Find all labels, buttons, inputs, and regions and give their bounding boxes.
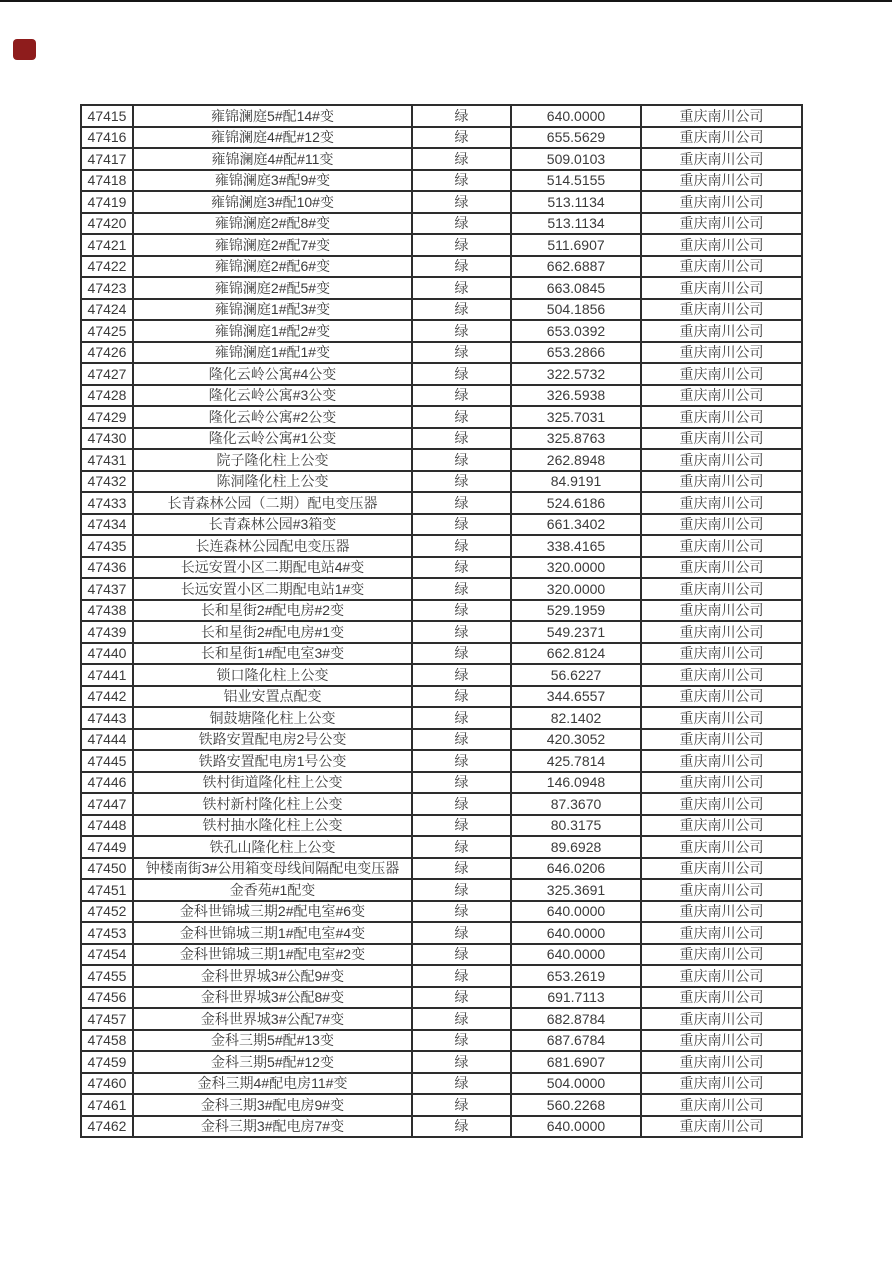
device-name-cell: 长和星街2#配电房#2变 (133, 600, 412, 622)
device-name-cell: 铁村街道隆化柱上公变 (133, 772, 412, 794)
capacity-value-cell: 640.0000 (511, 1116, 641, 1138)
device-name-cell: 雍锦澜庭1#配1#变 (133, 342, 412, 364)
transformer-data-table (80, 104, 803, 1138)
status-cell: 绿 (412, 299, 511, 321)
company-cell: 重庆南川公司 (641, 363, 802, 385)
table-row (81, 965, 802, 987)
row-id-cell: 47428 (81, 385, 133, 407)
company-cell: 重庆南川公司 (641, 449, 802, 471)
device-name-cell: 金科世锦城三期1#配电室#2变 (133, 944, 412, 966)
device-name-cell: 锁口隆化柱上公变 (133, 664, 412, 686)
device-name-cell: 铁孔山隆化柱上公变 (133, 836, 412, 858)
row-id-cell: 47444 (81, 729, 133, 751)
status-cell: 绿 (412, 105, 511, 127)
device-name-cell: 雍锦澜庭5#配14#变 (133, 105, 412, 127)
table-row (81, 729, 802, 751)
device-name-cell: 金科三期5#配#13变 (133, 1030, 412, 1052)
row-id-cell: 47420 (81, 213, 133, 235)
capacity-value-cell: 640.0000 (511, 901, 641, 923)
table-row (81, 449, 802, 471)
status-cell: 绿 (412, 148, 511, 170)
capacity-value-cell: 320.0000 (511, 557, 641, 579)
company-cell: 重庆南川公司 (641, 793, 802, 815)
table-row (81, 385, 802, 407)
table-row (81, 901, 802, 923)
company-cell: 重庆南川公司 (641, 471, 802, 493)
row-id-cell: 47452 (81, 901, 133, 923)
capacity-value-cell: 513.1134 (511, 213, 641, 235)
row-id-cell: 47415 (81, 105, 133, 127)
capacity-value-cell: 326.5938 (511, 385, 641, 407)
device-name-cell: 长远安置小区二期配电站4#变 (133, 557, 412, 579)
capacity-value-cell: 682.8784 (511, 1008, 641, 1030)
device-name-cell: 铜鼓塘隆化柱上公变 (133, 707, 412, 729)
row-id-cell: 47427 (81, 363, 133, 385)
device-name-cell: 隆化云岭公寓#2公变 (133, 406, 412, 428)
row-id-cell: 47424 (81, 299, 133, 321)
table-row (81, 815, 802, 837)
status-cell: 绿 (412, 1051, 511, 1073)
device-name-cell: 金科世锦城三期1#配电室#4变 (133, 922, 412, 944)
company-cell: 重庆南川公司 (641, 750, 802, 772)
capacity-value-cell: 56.6227 (511, 664, 641, 686)
row-id-cell: 47459 (81, 1051, 133, 1073)
capacity-value-cell: 322.5732 (511, 363, 641, 385)
company-cell: 重庆南川公司 (641, 578, 802, 600)
status-cell: 绿 (412, 1094, 511, 1116)
status-cell: 绿 (412, 277, 511, 299)
capacity-value-cell: 89.6928 (511, 836, 641, 858)
device-name-cell: 长青森林公园（二期）配电变压器 (133, 492, 412, 514)
status-cell: 绿 (412, 793, 511, 815)
status-cell: 绿 (412, 772, 511, 794)
capacity-value-cell: 425.7814 (511, 750, 641, 772)
row-id-cell: 47430 (81, 428, 133, 450)
capacity-value-cell: 640.0000 (511, 922, 641, 944)
table-row (81, 643, 802, 665)
company-cell: 重庆南川公司 (641, 299, 802, 321)
company-cell: 重庆南川公司 (641, 277, 802, 299)
capacity-value-cell: 529.1959 (511, 600, 641, 622)
row-id-cell: 47447 (81, 793, 133, 815)
device-name-cell: 雍锦澜庭1#配3#变 (133, 299, 412, 321)
device-name-cell: 雍锦澜庭4#配#11变 (133, 148, 412, 170)
capacity-value-cell: 509.0103 (511, 148, 641, 170)
row-id-cell: 47445 (81, 750, 133, 772)
status-cell: 绿 (412, 428, 511, 450)
table-row (81, 879, 802, 901)
status-cell: 绿 (412, 707, 511, 729)
status-cell: 绿 (412, 879, 511, 901)
capacity-value-cell: 338.4165 (511, 535, 641, 557)
capacity-value-cell: 80.3175 (511, 815, 641, 837)
status-cell: 绿 (412, 363, 511, 385)
company-cell: 重庆南川公司 (641, 965, 802, 987)
device-name-cell: 隆化云岭公寓#3公变 (133, 385, 412, 407)
row-id-cell: 47449 (81, 836, 133, 858)
red-marker-icon (13, 39, 36, 60)
company-cell: 重庆南川公司 (641, 320, 802, 342)
company-cell: 重庆南川公司 (641, 514, 802, 536)
device-name-cell: 金科世锦城三期2#配电室#6变 (133, 901, 412, 923)
row-id-cell: 47461 (81, 1094, 133, 1116)
status-cell: 绿 (412, 858, 511, 880)
row-id-cell: 47456 (81, 987, 133, 1009)
status-cell: 绿 (412, 406, 511, 428)
status-cell: 绿 (412, 557, 511, 579)
device-name-cell: 雍锦澜庭3#配10#变 (133, 191, 412, 213)
device-name-cell: 长连森林公园配电变压器 (133, 535, 412, 557)
table-row (81, 1008, 802, 1030)
status-cell: 绿 (412, 600, 511, 622)
table-row (81, 772, 802, 794)
company-cell: 重庆南川公司 (641, 944, 802, 966)
device-name-cell: 陈洞隆化柱上公变 (133, 471, 412, 493)
table-row (81, 406, 802, 428)
device-name-cell: 金科三期4#配电房11#变 (133, 1073, 412, 1095)
table-row (81, 127, 802, 149)
table-row (81, 707, 802, 729)
row-id-cell: 47446 (81, 772, 133, 794)
table-row (81, 836, 802, 858)
capacity-value-cell: 320.0000 (511, 578, 641, 600)
capacity-value-cell: 662.6887 (511, 256, 641, 278)
status-cell: 绿 (412, 535, 511, 557)
table-row (81, 342, 802, 364)
capacity-value-cell: 560.2268 (511, 1094, 641, 1116)
device-name-cell: 雍锦澜庭4#配#12变 (133, 127, 412, 149)
table-row (81, 277, 802, 299)
device-name-cell: 铁路安置配电房2号公变 (133, 729, 412, 751)
row-id-cell: 47438 (81, 600, 133, 622)
company-cell: 重庆南川公司 (641, 600, 802, 622)
status-cell: 绿 (412, 836, 511, 858)
row-id-cell: 47417 (81, 148, 133, 170)
row-id-cell: 47434 (81, 514, 133, 536)
row-id-cell: 47431 (81, 449, 133, 471)
status-cell: 绿 (412, 320, 511, 342)
company-cell: 重庆南川公司 (641, 987, 802, 1009)
capacity-value-cell: 146.0948 (511, 772, 641, 794)
capacity-value-cell: 653.2619 (511, 965, 641, 987)
table-row (81, 535, 802, 557)
table-row (81, 793, 802, 815)
company-cell: 重庆南川公司 (641, 1008, 802, 1030)
row-id-cell: 47457 (81, 1008, 133, 1030)
status-cell: 绿 (412, 492, 511, 514)
status-cell: 绿 (412, 514, 511, 536)
table-row (81, 1073, 802, 1095)
status-cell: 绿 (412, 213, 511, 235)
capacity-value-cell: 681.6907 (511, 1051, 641, 1073)
status-cell: 绿 (412, 1030, 511, 1052)
table-row (81, 922, 802, 944)
row-id-cell: 47460 (81, 1073, 133, 1095)
status-cell: 绿 (412, 664, 511, 686)
capacity-value-cell: 653.2866 (511, 342, 641, 364)
table-row (81, 213, 802, 235)
table-row (81, 664, 802, 686)
capacity-value-cell: 504.1856 (511, 299, 641, 321)
capacity-value-cell: 661.3402 (511, 514, 641, 536)
top-edge-line (0, 0, 892, 2)
table-body (81, 105, 802, 1137)
status-cell: 绿 (412, 729, 511, 751)
capacity-value-cell: 549.2371 (511, 621, 641, 643)
row-id-cell: 47419 (81, 191, 133, 213)
company-cell: 重庆南川公司 (641, 256, 802, 278)
capacity-value-cell: 663.0845 (511, 277, 641, 299)
status-cell: 绿 (412, 686, 511, 708)
table-row (81, 256, 802, 278)
company-cell: 重庆南川公司 (641, 772, 802, 794)
device-name-cell: 长青森林公园#3箱变 (133, 514, 412, 536)
status-cell: 绿 (412, 170, 511, 192)
table-row (81, 1094, 802, 1116)
capacity-value-cell: 325.3691 (511, 879, 641, 901)
company-cell: 重庆南川公司 (641, 428, 802, 450)
status-cell: 绿 (412, 901, 511, 923)
company-cell: 重庆南川公司 (641, 385, 802, 407)
table-row (81, 600, 802, 622)
row-id-cell: 47416 (81, 127, 133, 149)
table-row (81, 170, 802, 192)
company-cell: 重庆南川公司 (641, 1094, 802, 1116)
row-id-cell: 47433 (81, 492, 133, 514)
row-id-cell: 47450 (81, 858, 133, 880)
company-cell: 重庆南川公司 (641, 234, 802, 256)
device-name-cell: 钟楼南街3#公用箱变母线间隔配电变压器 (133, 858, 412, 880)
capacity-value-cell: 653.0392 (511, 320, 641, 342)
table-row (81, 514, 802, 536)
status-cell: 绿 (412, 815, 511, 837)
device-name-cell: 金科世界城3#公配9#变 (133, 965, 412, 987)
company-cell: 重庆南川公司 (641, 342, 802, 364)
capacity-value-cell: 662.8124 (511, 643, 641, 665)
row-id-cell: 47425 (81, 320, 133, 342)
company-cell: 重庆南川公司 (641, 557, 802, 579)
status-cell: 绿 (412, 1008, 511, 1030)
status-cell: 绿 (412, 621, 511, 643)
capacity-value-cell: 84.9191 (511, 471, 641, 493)
device-name-cell: 铁村抽水隆化柱上公变 (133, 815, 412, 837)
status-cell: 绿 (412, 987, 511, 1009)
status-cell: 绿 (412, 922, 511, 944)
company-cell: 重庆南川公司 (641, 105, 802, 127)
status-cell: 绿 (412, 342, 511, 364)
row-id-cell: 47462 (81, 1116, 133, 1138)
table-row (81, 858, 802, 880)
capacity-value-cell: 691.7113 (511, 987, 641, 1009)
company-cell: 重庆南川公司 (641, 1116, 802, 1138)
row-id-cell: 47455 (81, 965, 133, 987)
table-row (81, 987, 802, 1009)
table-row (81, 320, 802, 342)
table-row (81, 1116, 802, 1138)
device-name-cell: 长和星街1#配电室3#变 (133, 643, 412, 665)
status-cell: 绿 (412, 127, 511, 149)
company-cell: 重庆南川公司 (641, 127, 802, 149)
company-cell: 重庆南川公司 (641, 148, 802, 170)
device-name-cell: 长远安置小区二期配电站1#变 (133, 578, 412, 600)
table-row (81, 944, 802, 966)
company-cell: 重庆南川公司 (641, 922, 802, 944)
capacity-value-cell: 640.0000 (511, 105, 641, 127)
row-id-cell: 47423 (81, 277, 133, 299)
company-cell: 重庆南川公司 (641, 858, 802, 880)
row-id-cell: 47441 (81, 664, 133, 686)
row-id-cell: 47442 (81, 686, 133, 708)
device-name-cell: 金科三期3#配电房9#变 (133, 1094, 412, 1116)
row-id-cell: 47429 (81, 406, 133, 428)
status-cell: 绿 (412, 234, 511, 256)
company-cell: 重庆南川公司 (641, 686, 802, 708)
row-id-cell: 47453 (81, 922, 133, 944)
status-cell: 绿 (412, 944, 511, 966)
company-cell: 重庆南川公司 (641, 191, 802, 213)
status-cell: 绿 (412, 578, 511, 600)
company-cell: 重庆南川公司 (641, 815, 802, 837)
company-cell: 重庆南川公司 (641, 1030, 802, 1052)
device-name-cell: 雍锦澜庭1#配2#变 (133, 320, 412, 342)
capacity-value-cell: 504.0000 (511, 1073, 641, 1095)
status-cell: 绿 (412, 385, 511, 407)
row-id-cell: 47454 (81, 944, 133, 966)
capacity-value-cell: 420.3052 (511, 729, 641, 751)
company-cell: 重庆南川公司 (641, 406, 802, 428)
company-cell: 重庆南川公司 (641, 664, 802, 686)
row-id-cell: 47451 (81, 879, 133, 901)
row-id-cell: 47436 (81, 557, 133, 579)
company-cell: 重庆南川公司 (641, 213, 802, 235)
table-row (81, 105, 802, 127)
table-row (81, 492, 802, 514)
status-cell: 绿 (412, 750, 511, 772)
company-cell: 重庆南川公司 (641, 1073, 802, 1095)
row-id-cell: 47448 (81, 815, 133, 837)
device-name-cell: 长和星街2#配电房#1变 (133, 621, 412, 643)
table-row (81, 750, 802, 772)
capacity-value-cell: 646.0206 (511, 858, 641, 880)
table-row (81, 1030, 802, 1052)
table-row (81, 234, 802, 256)
device-name-cell: 隆化云岭公寓#4公变 (133, 363, 412, 385)
row-id-cell: 47440 (81, 643, 133, 665)
table-row (81, 148, 802, 170)
table-row (81, 578, 802, 600)
company-cell: 重庆南川公司 (641, 836, 802, 858)
device-name-cell: 隆化云岭公寓#1公变 (133, 428, 412, 450)
status-cell: 绿 (412, 256, 511, 278)
capacity-value-cell: 524.6186 (511, 492, 641, 514)
device-name-cell: 金科三期5#配#12变 (133, 1051, 412, 1073)
table-row (81, 686, 802, 708)
row-id-cell: 47418 (81, 170, 133, 192)
company-cell: 重庆南川公司 (641, 535, 802, 557)
company-cell: 重庆南川公司 (641, 492, 802, 514)
row-id-cell: 47435 (81, 535, 133, 557)
row-id-cell: 47437 (81, 578, 133, 600)
device-name-cell: 铁路安置配电房1号公变 (133, 750, 412, 772)
company-cell: 重庆南川公司 (641, 643, 802, 665)
status-cell: 绿 (412, 449, 511, 471)
row-id-cell: 47421 (81, 234, 133, 256)
status-cell: 绿 (412, 1116, 511, 1138)
capacity-value-cell: 687.6784 (511, 1030, 641, 1052)
row-id-cell: 47422 (81, 256, 133, 278)
row-id-cell: 47458 (81, 1030, 133, 1052)
device-name-cell: 金科世界城3#公配8#变 (133, 987, 412, 1009)
table-row (81, 363, 802, 385)
status-cell: 绿 (412, 471, 511, 493)
company-cell: 重庆南川公司 (641, 901, 802, 923)
table-row (81, 621, 802, 643)
device-name-cell: 雍锦澜庭2#配5#变 (133, 277, 412, 299)
table-row (81, 191, 802, 213)
capacity-value-cell: 344.6557 (511, 686, 641, 708)
capacity-value-cell: 514.5155 (511, 170, 641, 192)
company-cell: 重庆南川公司 (641, 621, 802, 643)
status-cell: 绿 (412, 1073, 511, 1095)
row-id-cell: 47432 (81, 471, 133, 493)
table-row (81, 1051, 802, 1073)
device-name-cell: 铁村新村隆化柱上公变 (133, 793, 412, 815)
row-id-cell: 47443 (81, 707, 133, 729)
device-name-cell: 雍锦澜庭2#配8#变 (133, 213, 412, 235)
status-cell: 绿 (412, 643, 511, 665)
capacity-value-cell: 82.1402 (511, 707, 641, 729)
company-cell: 重庆南川公司 (641, 729, 802, 751)
capacity-value-cell: 655.5629 (511, 127, 641, 149)
capacity-value-cell: 325.8763 (511, 428, 641, 450)
capacity-value-cell: 325.7031 (511, 406, 641, 428)
device-name-cell: 金香苑#1配变 (133, 879, 412, 901)
device-name-cell: 雍锦澜庭3#配9#变 (133, 170, 412, 192)
device-name-cell: 雍锦澜庭2#配7#变 (133, 234, 412, 256)
device-name-cell: 铝业安置点配变 (133, 686, 412, 708)
table-row (81, 299, 802, 321)
capacity-value-cell: 511.6907 (511, 234, 641, 256)
status-cell: 绿 (412, 965, 511, 987)
capacity-value-cell: 87.3670 (511, 793, 641, 815)
row-id-cell: 47439 (81, 621, 133, 643)
device-name-cell: 金科三期3#配电房7#变 (133, 1116, 412, 1138)
table-row (81, 428, 802, 450)
device-name-cell: 雍锦澜庭2#配6#变 (133, 256, 412, 278)
table-row (81, 471, 802, 493)
capacity-value-cell: 262.8948 (511, 449, 641, 471)
table-row (81, 557, 802, 579)
company-cell: 重庆南川公司 (641, 170, 802, 192)
company-cell: 重庆南川公司 (641, 707, 802, 729)
capacity-value-cell: 513.1134 (511, 191, 641, 213)
company-cell: 重庆南川公司 (641, 879, 802, 901)
company-cell: 重庆南川公司 (641, 1051, 802, 1073)
row-id-cell: 47426 (81, 342, 133, 364)
status-cell: 绿 (412, 191, 511, 213)
device-name-cell: 院子隆化柱上公变 (133, 449, 412, 471)
capacity-value-cell: 640.0000 (511, 944, 641, 966)
device-name-cell: 金科世界城3#公配7#变 (133, 1008, 412, 1030)
